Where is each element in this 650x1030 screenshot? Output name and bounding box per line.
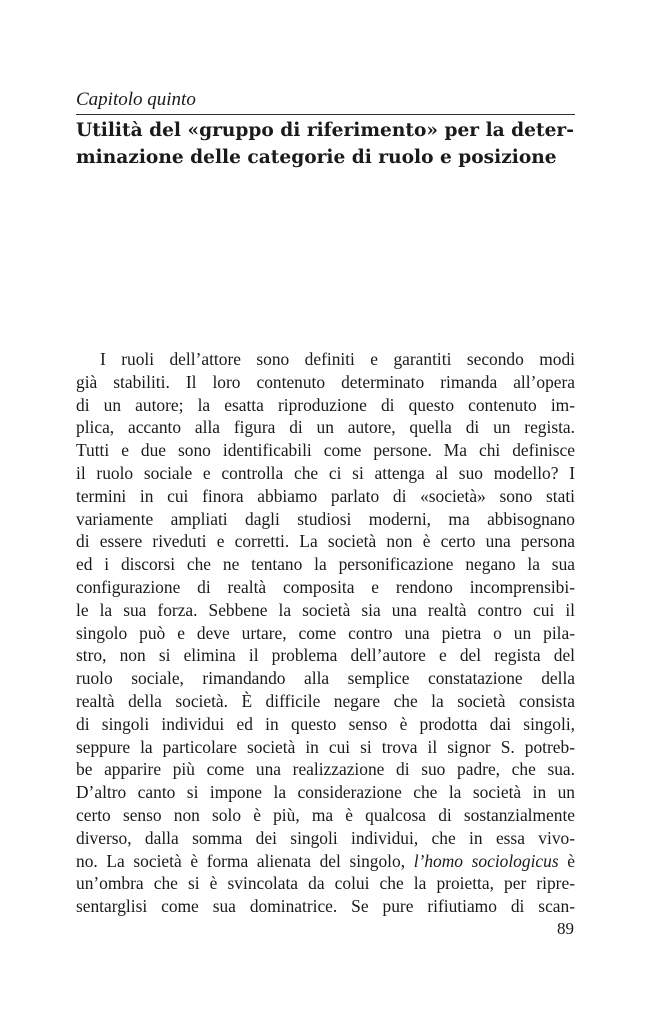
body-paragraph [76, 348, 575, 918]
text-line: le la sua forza. Sebbene la società sia una realtà contro cui il [76, 599, 575, 620]
text-segment: è [567, 850, 575, 871]
text-line: D’altro canto si impone la considerazione che la società in un [76, 782, 575, 803]
text-line: ed i discorsi che ne tentano la personificazione negano la sua [76, 554, 575, 575]
text-line: di un autore; la esatta riproduzione di questo contenuto im- [76, 394, 575, 415]
text-line: Tutti e due sono identificabili come persone. Ma chi definisce [76, 440, 575, 461]
text-line: be apparire più come una realizzazione di suo padre, che sua. [76, 759, 575, 780]
text-line: configurazione di realtà composita e rendono incomprensibi- [76, 576, 575, 597]
text-line: singolo può e deve urtare, come contro una pietra o un pila- [76, 622, 575, 643]
page-number: 89 [557, 919, 574, 938]
chapter-title-line: Utilità del «gruppo di riferimento» per la deter- [76, 120, 574, 141]
header-rule [76, 114, 575, 115]
text-line: diverso, dalla somma dei singoli individui, che in essa vivo- [76, 827, 575, 848]
text-line: di essere riveduti e corretti. La società non è certo una persona [76, 531, 575, 552]
text-line: ruolo sociale, rimandando alla semplice constatazione della [76, 668, 575, 689]
text-line: già stabiliti. Il loro contenuto determinato rimanda all’opera [76, 371, 575, 392]
text-line: un’ombra che si è svincolata da colui che la proietta, per ripre- [76, 873, 575, 894]
text-line: sentarglisi come sua dominatrice. Se pure rifiutiamo di scan- [76, 896, 575, 917]
text-line: di singoli individui ed in questo senso è prodotta dai singoli, [76, 713, 575, 734]
text-line: stro, non si elimina il problema dell’autore e del regista del [76, 645, 575, 666]
text-line: seppure la particolare società in cui si trova il signor S. potreb- [76, 736, 575, 757]
chapter-title-line: minazione delle categorie di ruolo e posizione [76, 147, 557, 168]
italic-term: l’homo sociologicus [413, 850, 559, 871]
chapter-title [76, 117, 586, 171]
text-line: termini in cui finora abbiamo parlato di «società» sono stati [76, 485, 575, 506]
text-line: il ruolo sociale e controlla che ci si attenga al suo modello? I [76, 462, 575, 483]
text-line: plica, accanto alla figura di un autore, quella di un regista. [76, 417, 575, 438]
text-line: certo senso non solo è più, ma è qualcosa di sostanzialmente [76, 804, 575, 825]
text-segment: no. La società è forma alienata del singolo, [76, 850, 406, 871]
text-line: realtà della società. È difficile negare che la società consista [76, 690, 575, 711]
chapter-label: Capitolo quinto [76, 89, 196, 110]
text-line [76, 850, 575, 873]
text-line: I ruoli dell’attore sono definiti e garantiti secondo modi [100, 349, 575, 369]
text-line: variamente ampliati dagli studiosi moderni, ma abbisognano [76, 508, 575, 529]
